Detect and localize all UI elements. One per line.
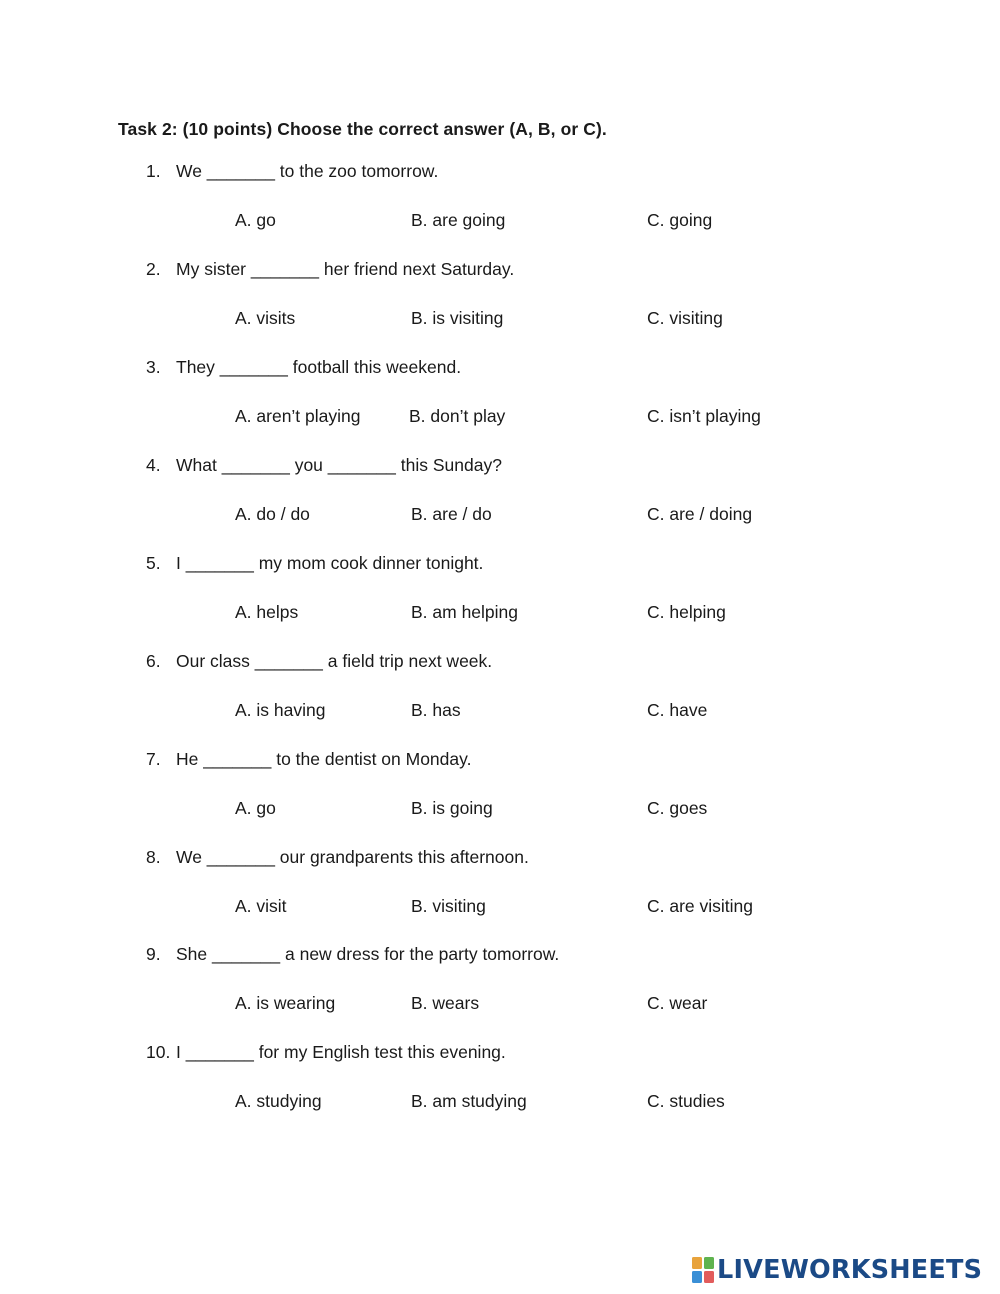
option-c[interactable]: C. studies [647, 1091, 725, 1111]
option-c[interactable]: C. going [647, 210, 713, 230]
option-b[interactable]: B. am helping [411, 602, 519, 622]
question-item [0, 453, 1000, 551]
question-text: I _______ my mom cook dinner tonight. [176, 553, 484, 573]
option-b[interactable]: B. are / do [411, 504, 492, 524]
question-number: 3. [146, 357, 161, 377]
option-a[interactable]: A. helps [235, 602, 299, 622]
question-item [0, 551, 1000, 649]
option-b[interactable]: B. wears [411, 993, 480, 1013]
question-item [0, 649, 1000, 747]
question-text: We _______ to the zoo tomorrow. [176, 161, 439, 181]
question-text: She _______ a new dress for the party tomorrow. [176, 944, 560, 964]
task-title: Task 2: (10 points) Choose the correct answer (A, B, or C). [118, 119, 607, 139]
option-a[interactable]: A. studying [235, 1091, 322, 1111]
logo-text: LIVEWORKSHEETS [717, 1255, 983, 1285]
option-a[interactable]: A. do / do [235, 504, 310, 524]
question-text: We _______ our grandparents this afternoon. [176, 847, 529, 867]
question-text: My sister _______ her friend next Saturday. [176, 259, 515, 279]
option-a[interactable]: A. is having [235, 700, 326, 720]
question-number: 8. [146, 847, 161, 867]
option-b[interactable]: B. don’t play [409, 406, 506, 426]
question-number: 7. [146, 749, 161, 769]
option-c[interactable]: C. are visiting [647, 896, 754, 916]
option-a[interactable]: A. is wearing [235, 993, 336, 1013]
option-c[interactable]: C. helping [647, 602, 726, 622]
question-number: 6. [146, 651, 161, 671]
option-b[interactable]: B. am studying [411, 1091, 527, 1111]
option-c[interactable]: C. wear [647, 993, 708, 1013]
question-number: 1. [146, 161, 161, 181]
option-c[interactable]: C. have [647, 700, 708, 720]
question-item [0, 257, 1000, 355]
question-item [0, 355, 1000, 453]
option-c[interactable]: C. are / doing [647, 504, 753, 524]
option-a[interactable]: A. visit [235, 896, 287, 916]
option-a[interactable]: A. aren’t playing [235, 406, 361, 426]
question-number: 4. [146, 455, 161, 475]
option-c[interactable]: C. isn’t playing [647, 406, 761, 426]
option-b[interactable]: B. has [411, 700, 461, 720]
option-c[interactable]: C. visiting [647, 308, 723, 328]
option-a[interactable]: A. go [235, 798, 276, 818]
option-b[interactable]: B. visiting [411, 896, 486, 916]
question-number: 5. [146, 553, 161, 573]
question-text: What _______ you _______ this Sunday? [176, 455, 502, 475]
question-number: 10. [146, 1042, 171, 1062]
question-item [0, 747, 1000, 845]
question-number: 9. [146, 944, 161, 964]
question-text: I _______ for my English test this evening. [176, 1042, 506, 1062]
option-b[interactable]: B. is visiting [411, 308, 504, 328]
question-item [0, 942, 1000, 1040]
question-text: They _______ football this weekend. [176, 357, 462, 377]
option-a[interactable]: A. visits [235, 308, 296, 328]
question-number: 2. [146, 259, 161, 279]
question-item [0, 1040, 1000, 1138]
liveworksheets-logo [692, 1254, 982, 1286]
question-item [0, 845, 1000, 943]
live-blocks-icon [692, 1257, 714, 1283]
option-a[interactable]: A. go [235, 210, 276, 230]
question-text: Our class _______ a field trip next week. [176, 651, 493, 671]
question-text: He _______ to the dentist on Monday. [176, 749, 472, 769]
option-b[interactable]: B. are going [411, 210, 506, 230]
question-item [0, 159, 1000, 257]
option-c[interactable]: C. goes [647, 798, 708, 818]
option-b[interactable]: B. is going [411, 798, 493, 818]
